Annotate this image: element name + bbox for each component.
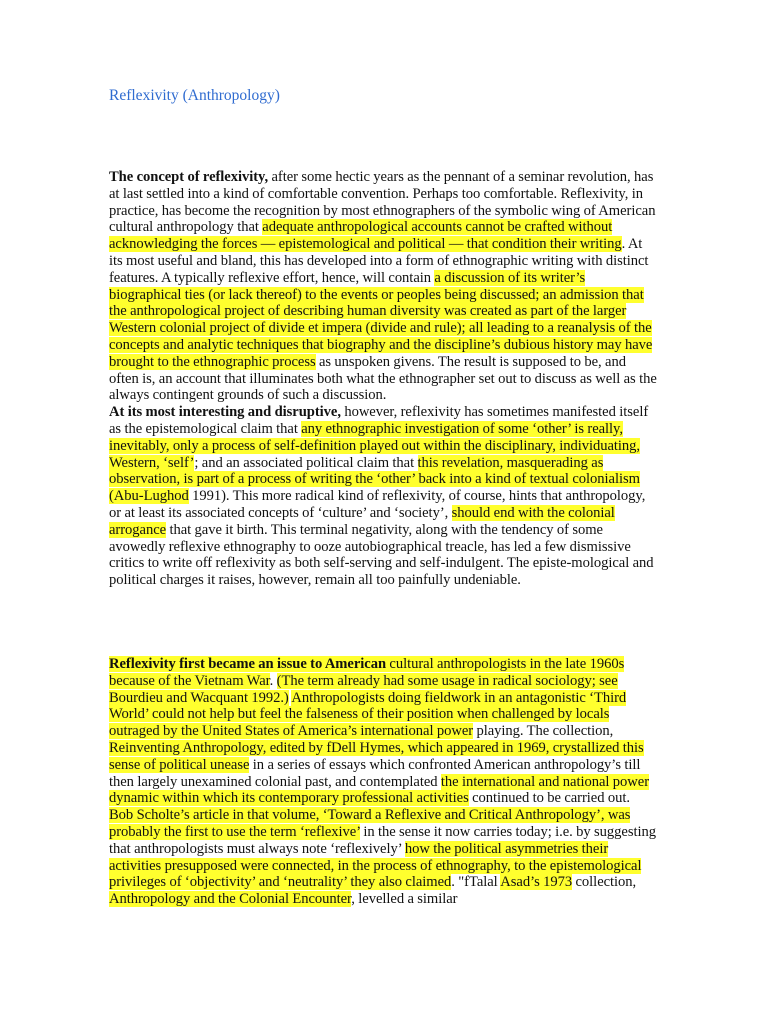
text-run: 1991). This more radical kind of reflexivity, of course, hints that anthropology, or at least its associated concepts of ‘culture’ and ‘society’,	[109, 488, 646, 521]
text-run: playing. The collection,	[473, 723, 614, 740]
paragraph-concept-of-reflexivity	[109, 169, 657, 589]
highlighted-text: adequate anthropological accounts cannot be crafted without acknowledging the forces — epistemological and political — that condition their writing	[109, 219, 622, 253]
highlighted-text: cultural anthropologists in the late 1960s because of the Vietnam War	[109, 656, 625, 689]
text-run: .	[269, 672, 277, 689]
paragraph-block-2	[109, 404, 657, 589]
text-run: however, reflexivity has sometimes manifested itself as the epistemological claim that	[109, 404, 649, 437]
text-run: The concept of reflexivity,	[109, 169, 269, 185]
text-run: that gave it birth. This terminal negativity, along with the tendency of some avowedly reflexive ethnography to ooze autobiographical treacle, has led a few dismissive critics to write off reflexivity as both self-serving and self-indulgent. The episte-mological and political charges it raises, however, remain all too painfully undeniable.	[109, 521, 654, 589]
text-run: collection,	[572, 874, 637, 891]
paragraph-block-1	[109, 169, 657, 404]
highlighted-text: should end with the colonial arrogance	[109, 504, 615, 538]
highlighted-text: Anthropology and the Colonial Encounter	[109, 891, 352, 908]
highlighted-text: this revelation, masquerading as observation, is part of a process of writing the ‘other’ back into a kind of textual colonialism (Abu-Lughod	[109, 454, 640, 505]
highlighted-text: Reflexivity first became an issue to American	[109, 656, 387, 672]
text-run: At its most interesting and disruptive,	[109, 404, 341, 421]
text-run: as unspoken givens. The result is supposed to be, and often is, an account that illuminates both what the ethnographer set out to discuss as well as the always contingent grounds of such a discussion.	[109, 353, 657, 404]
highlighted-text: Reinventing Anthropology, edited by fDell Hymes, which appeared in 1969, crystallized this sense of political unease	[109, 739, 644, 773]
text-run: , levelled a similar	[351, 891, 458, 908]
highlighted-text: any ethnographic investigation of some ‘other’ is really, inevitably, only a process of self-definition played out within the disciplinary, individuating, Western, ‘self’	[109, 420, 640, 471]
highlighted-text: Asad’s 1973	[500, 874, 573, 891]
highlighted-text: Bob Scholte’s article in that volume, ‘Toward a Reflexive and Critical Anthropology’, was probably the first to use the term ‘reflexive’	[109, 807, 631, 840]
document-title: Reflexivity (Anthropology)	[109, 87, 280, 104]
highlighted-text: (The term already had some usage in radical sociology; see Bourdieu and Wacquant 1992.)	[109, 672, 618, 706]
highlighted-text: how the political asymmetries their activities presupposed were connected, in the process of ethnography, to the epistemological privileges of ‘objectivity’ and ‘neutrality’ they also claimed	[109, 840, 642, 891]
text-run: continued to be carried out.	[468, 790, 630, 807]
text-run: after some hectic years as the pennant of a seminar revolution, has at last settled into a kind of comfortable convention. Perhaps too comfortable. Reflexivity, in practice, has become the recognition by most ethnographers of the symbolic wing of American cultural anthropology that	[109, 169, 656, 236]
highlighted-text: Anthropologists doing fieldwork in an antagonistic ‘Third World’ could not help but feel the falseness of their position when challenged by locals outraged by the United States of America’s international power	[109, 689, 627, 740]
highlighted-text: the international and national power dynamic within which its contemporary professional activities	[109, 773, 650, 807]
text-run: . "fTalal	[451, 874, 501, 891]
text-run: ; and an associated political claim that	[194, 454, 418, 471]
text-run: in the sense it now carries today; i.e. by suggesting that anthropologists must always note ‘reflexively’	[109, 823, 656, 857]
text-run: . At its most useful and bland, this has developed into a form of ethnographic writing with distinct features. A typically reflexive effort, hence, will contain	[109, 236, 649, 286]
highlighted-text: a discussion of its writer’s biographical ties (or lack thereof) to the events or peoples being discussed; an admission that the anthropological project of describing human diversity was created as part of the larger Western colonial project of divide et impera (divide and rule); all leading to a reanalysis of the concepts and analytic techniques that biography and the discipline’s dubious history may have brought to the ethnographic process	[109, 269, 653, 370]
text-run: in a series of essays which confronted American anthropology’s till then largely unexamined colonial past, and contemplated	[109, 756, 641, 790]
paragraph-reflexivity-first-issue	[109, 656, 657, 908]
